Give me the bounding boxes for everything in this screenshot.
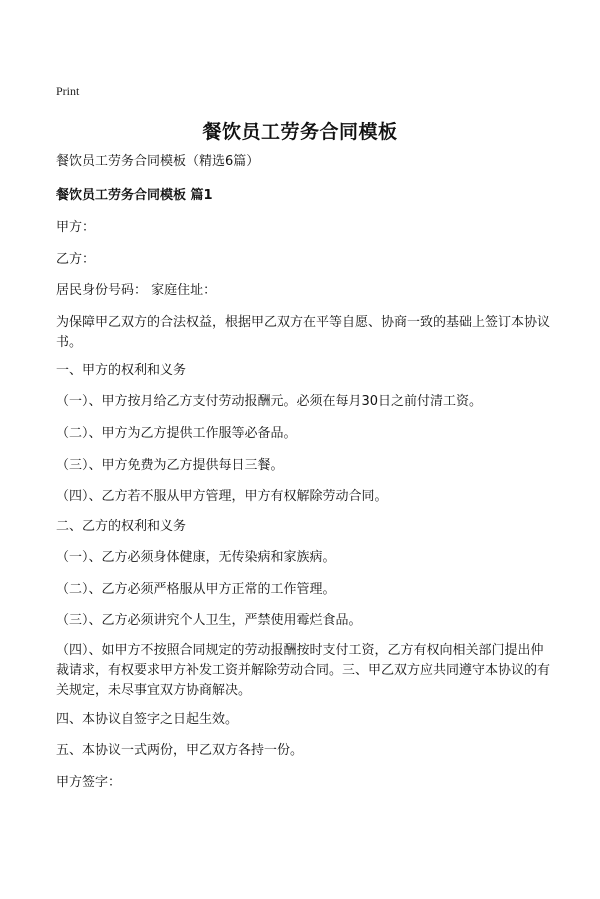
- section-1-item-4: （四）、乙方若不服从甲方管理，甲方有权解除劳动合同。: [56, 489, 388, 504]
- party-a-line: 甲方：: [56, 220, 96, 235]
- section-4-line: 四、本协议自签字之日起生效。: [56, 712, 239, 727]
- document-subtitle: 餐饮员工劳务合同模板（精选6篇）: [56, 154, 260, 169]
- party-a-signature-line: 甲方签字：: [56, 775, 122, 790]
- section-1-item-3: （三）、甲方免费为乙方提供每日三餐。: [56, 458, 284, 473]
- section-1-item-1: （一）、甲方按月给乙方支付劳动报酬元。必须在每月30日之前付清工资。: [56, 394, 483, 409]
- section-2-item-3: （三）、乙方必须讲究个人卫生，严禁使用霉烂食品。: [56, 613, 362, 628]
- party-b-line: 乙方：: [56, 252, 96, 267]
- section-2-item-4: （四）、如甲方不按照合同规定的劳动报酬按时支付工资，乙方有权向相关部门提出仲裁请求，有权要求甲方补发工资并解除劳动合同。三、甲乙双方应共同遵守本协议的有关规定，未尽事宜双方协商解决。: [56, 643, 551, 698]
- section-2-title: 二、乙方的权利和义务: [56, 519, 187, 534]
- id-address-line: 居民身份号码： 家庭住址：: [56, 283, 217, 298]
- section-1-title: 一、甲方的权利和义务: [56, 363, 187, 378]
- section-1-item-2: （二）、甲方为乙方提供工作服等必备品。: [56, 426, 297, 441]
- section-5-line: 五、本协议一式两份，甲乙双方各持一份。: [56, 743, 304, 758]
- document-title: 餐饮员工劳务合同模板: [202, 121, 398, 143]
- section-heading: 餐饮员工劳务合同模板 篇1: [56, 188, 213, 203]
- print-label: Print: [56, 84, 80, 98]
- intro-paragraph: 为保障甲乙双方的合法权益，根据甲乙双方在平等自愿、协商一致的基础上签订本协议书。: [56, 315, 551, 350]
- section-2-item-1: （一）、乙方必须身体健康，无传染病和家族病。: [56, 550, 336, 565]
- section-2-item-2: （二）、乙方必须严格服从甲方正常的工作管理。: [56, 582, 336, 597]
